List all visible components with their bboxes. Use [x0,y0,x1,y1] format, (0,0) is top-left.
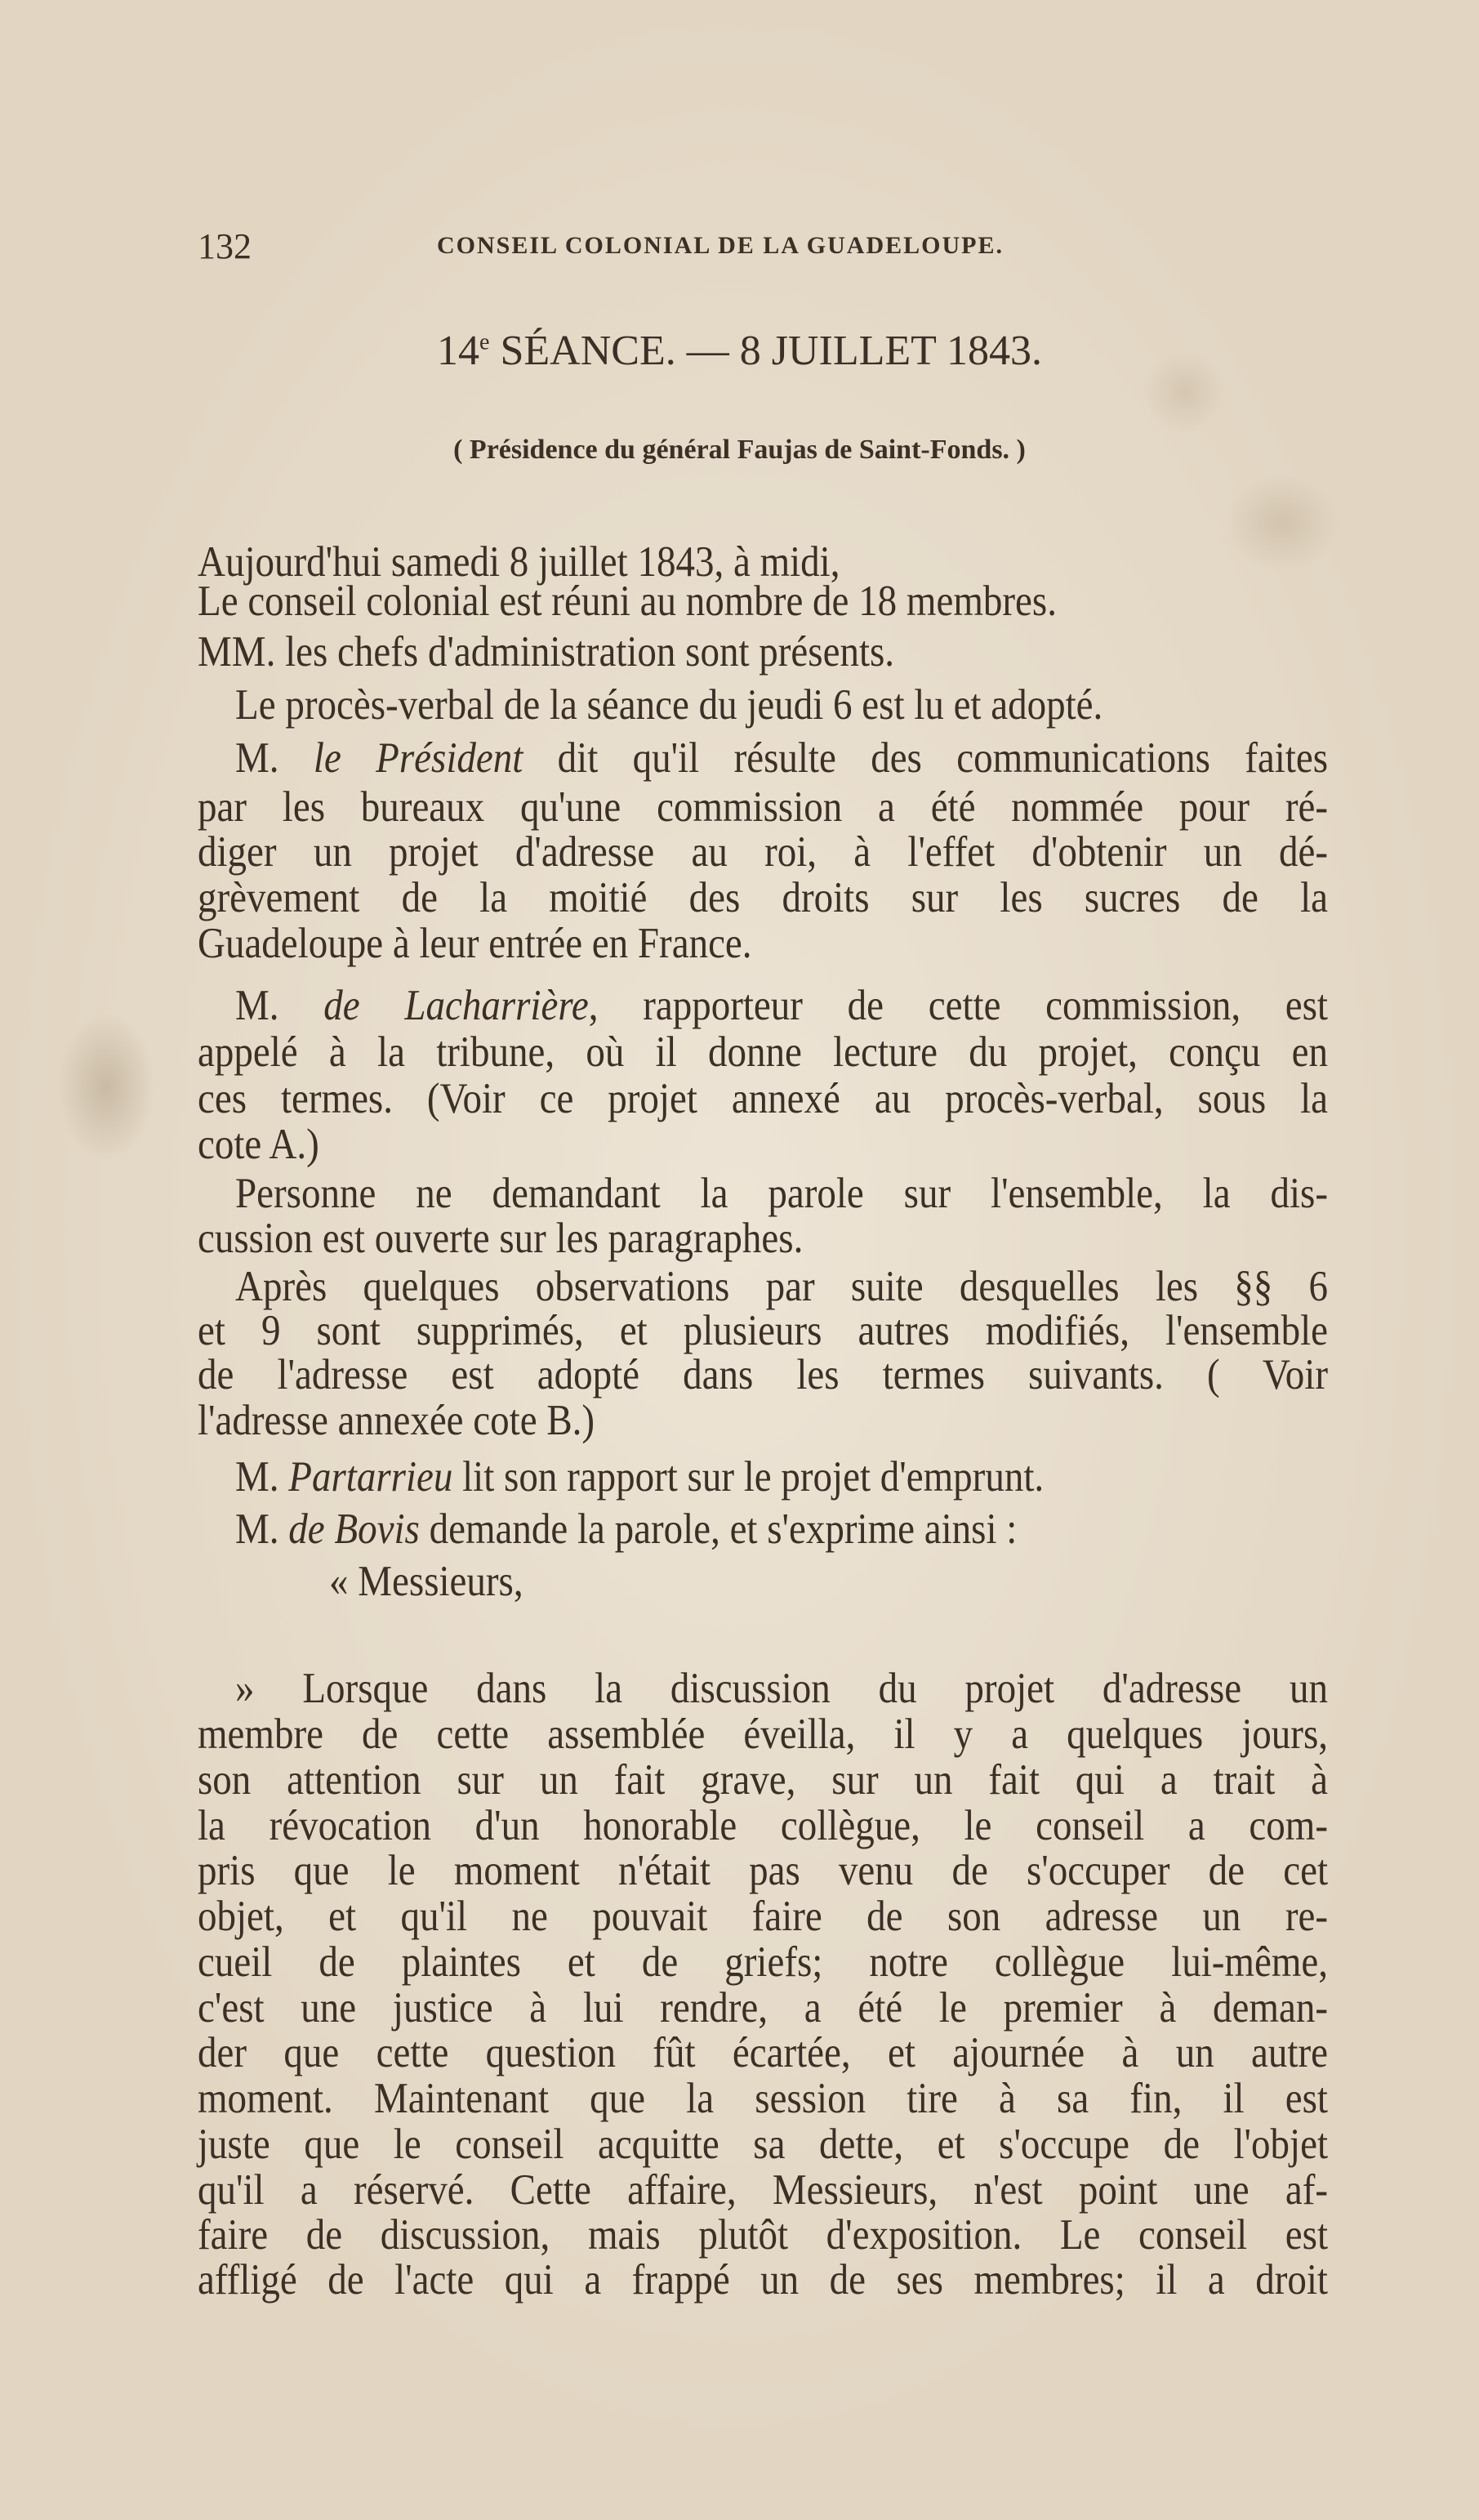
session-title [0,327,1479,375]
text-line [198,2119,1328,2170]
text-segment: , rapporteur de cette commission, est [588,982,1328,1030]
text-line [198,2210,1328,2261]
text-segment: M. [235,1505,289,1554]
text-segment: membre de cette assemblée éveilla, il y a quelques jours, [198,1710,1328,1759]
text-line [198,872,1328,924]
text-segment: Personne ne demandant la parole sur l'ensemble, la dis- [235,1170,1328,1218]
text-line [198,2027,1328,2079]
session-date: SÉANCE. — 8 JUILLET 1843. [489,328,1042,374]
text-segment: demande la parole, et s'exprime ainsi : [419,1505,1018,1554]
text-line [235,1452,1328,1503]
text-segment: cussion est ouverte sur les paragraphes. [198,1215,804,1263]
text-segment: grèvement de la moitié des droits sur les sucres de la [198,874,1328,922]
text-line [198,2073,1328,2125]
text-line [198,1119,1328,1171]
text-line [198,627,1328,678]
text-line [198,1027,1328,1078]
text-segment: qu'il a réservé. Cette affaire, Messieurs, n'est point une af- [198,2166,1328,2214]
text-segment: MM. les chefs d'administration sont présents. [198,628,895,676]
speaker-name: de Bovis [288,1505,420,1554]
text-line [198,827,1328,878]
text-line [198,1800,1328,1852]
session-ordinal: 14 [437,328,480,374]
text-segment: dit qu'il résulte des communications faites [523,734,1328,783]
text-line [198,1213,1328,1264]
text-line [198,1709,1328,1760]
text-segment: faire de discussion, mais plutôt d'exposition. Le conseil est [198,2211,1328,2259]
text-segment: cueil de plaintes et de griefs; notre collègue lui-même, [198,1938,1328,1987]
text-line [198,1349,1328,1401]
text-segment: la révocation d'un honorable collègue, le conseil a com- [198,1802,1328,1850]
text-line [198,1755,1328,1806]
text-segment: appelé à la tribune, où il donne lecture du projet, conçu en [198,1028,1328,1077]
text-segment: Le conseil colonial est réuni au nombre de 18 membres. [198,578,1057,626]
speaker-name: de Lacharrière [323,982,589,1030]
text-line [198,1395,1328,1447]
text-line [198,1073,1328,1125]
text-segment: « Messieurs, [329,1558,523,1606]
text-line [198,2165,1328,2216]
text-line [235,980,1328,1032]
text-line [235,1663,1328,1715]
text-line [198,1891,1328,1942]
text-line [198,918,1328,970]
text-segment: M. [235,734,314,783]
text-segment: juste que le conseil acquitte sa dette, et s'occupe de l'objet [198,2121,1328,2169]
text-line [198,1983,1328,2034]
text-segment: Le procès-verbal de la séance du jeudi 6 est lu et adopté. [235,681,1103,729]
text-segment: moment. Maintenant que la session tire à sa fin, il est [198,2075,1328,2123]
text-segment: l'adresse annexée cote B.) [198,1397,595,1445]
text-line [198,1845,1328,1897]
text-line [235,680,1328,731]
running-head: CONSEIL COLONIAL DE LA GUADELOUPE. [437,232,1004,259]
presidency-note: ( Présidence du général Faujas de Saint-Fonds. ) [453,435,1026,465]
text-segment: diger un projet d'adresse au roi, à l'effet d'obtenir un dé- [198,828,1328,876]
text-segment: par les bureaux qu'une commission a été nommée pour ré- [198,783,1328,832]
text-segment: ces termes. (Voir ce projet annexé au procès-verbal, sous la [198,1075,1328,1123]
text-segment: de l'adresse est adopté dans les termes suivants. ( Voir [198,1351,1328,1399]
text-segment: lit son rapport sur le projet d'emprunt. [452,1453,1045,1501]
text-line [235,733,1328,784]
session-ordinal-suffix: e [479,329,490,355]
text-segment: M. [235,982,324,1030]
text-line [235,1504,1328,1555]
text-segment: c'est une justice à lui rendre, a été le premier à deman- [198,1984,1328,2032]
text-segment: Après quelques observations par suite desquelles les §§ 6 [235,1263,1328,1311]
text-segment: der que cette question fût écartée, et ajournée à un autre [198,2029,1328,2077]
speaker-name: Partarrieu [288,1453,453,1501]
text-segment: son attention sur un fait grave, sur un fait qui a trait à [198,1756,1328,1804]
text-segment: M. [235,1453,289,1501]
speaker-name: le Président [313,734,523,783]
text-line [198,782,1328,833]
text-line [198,576,1328,627]
text-segment: cote A.) [198,1121,319,1169]
text-line [329,1556,1328,1608]
text-segment: pris que le moment n'était pas venu de s'occuper de cet [198,1847,1328,1895]
text-line [198,1937,1328,1988]
text-segment: objet, et qu'il ne pouvait faire de son adresse un re- [198,1893,1328,1941]
text-line [198,2255,1328,2306]
text-segment: et 9 sont supprimés, et plusieurs autres modifiés, l'ensemble [198,1307,1328,1355]
page-number: 132 [198,226,252,266]
text-line [235,1168,1328,1220]
text-segment: » Lorsque dans la discussion du projet d'adresse un [235,1665,1328,1713]
text-segment: Guadeloupe à leur entrée en France. [198,920,752,968]
text-segment: Aujourd'hui samedi 8 juillet 1843, à midi, [198,538,840,587]
text-segment: affligé de l'acte qui a frappé un de ses membres; il a droit [198,2256,1328,2304]
